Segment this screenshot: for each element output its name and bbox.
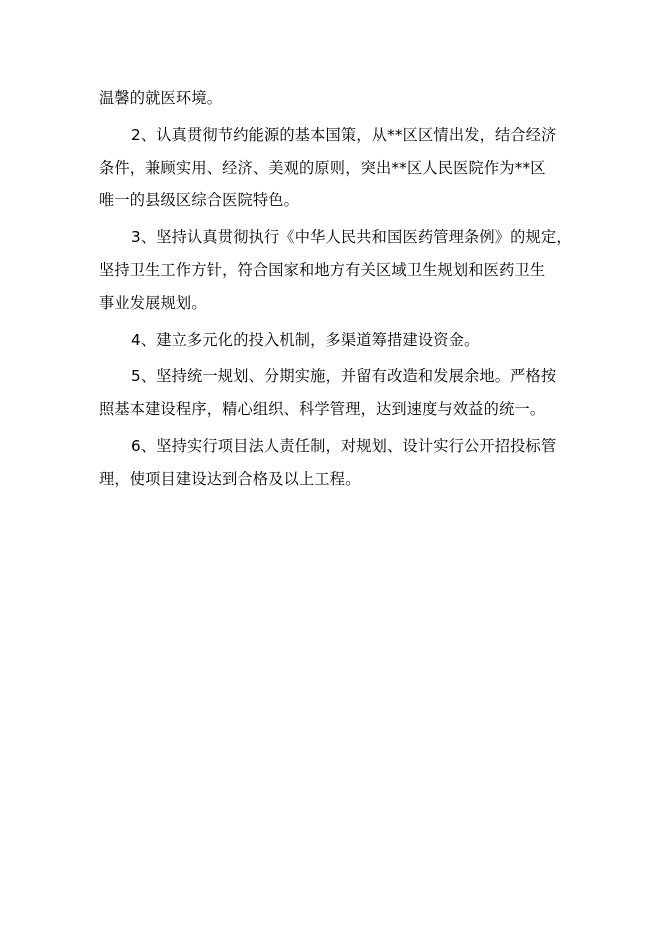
text-line: 2、认真贯彻节约能源的基本国策，从**区区情出发，结合经济 xyxy=(131,126,557,144)
text-line: 4、建立多元化的投入机制，多渠道筹措建设资金。 xyxy=(131,331,480,349)
text-line: 理，使项目建设达到合格及以上工程。 xyxy=(99,470,361,488)
text-line: 坚持卫生工作方针，符合国家和地方有关区域卫生规划和医药卫生 xyxy=(99,261,546,279)
text-line: 温馨的就医环境。 xyxy=(99,89,223,107)
text-line: 唯一的县级区综合医院特色。 xyxy=(99,191,300,209)
text-line: 照基本建设程序，精心组织、科学管理，达到速度与效益的统一。 xyxy=(99,400,546,418)
text-line: 5、坚持统一规划、分期实施，并留有改造和发展余地。严格按 xyxy=(131,367,557,385)
text-line: 条件，兼顾实用、经济、美观的原则，突出**区人民医院作为**区 xyxy=(99,159,546,177)
text-line: 6、坚持实行项目法人责任制，对规划、设计实行公开招投标管 xyxy=(131,437,557,455)
text-line: 3、坚持认真贯彻执行《中华人民共和国医药管理条例》的规定， xyxy=(131,228,572,246)
text-line: 事业发展规划。 xyxy=(99,294,207,312)
